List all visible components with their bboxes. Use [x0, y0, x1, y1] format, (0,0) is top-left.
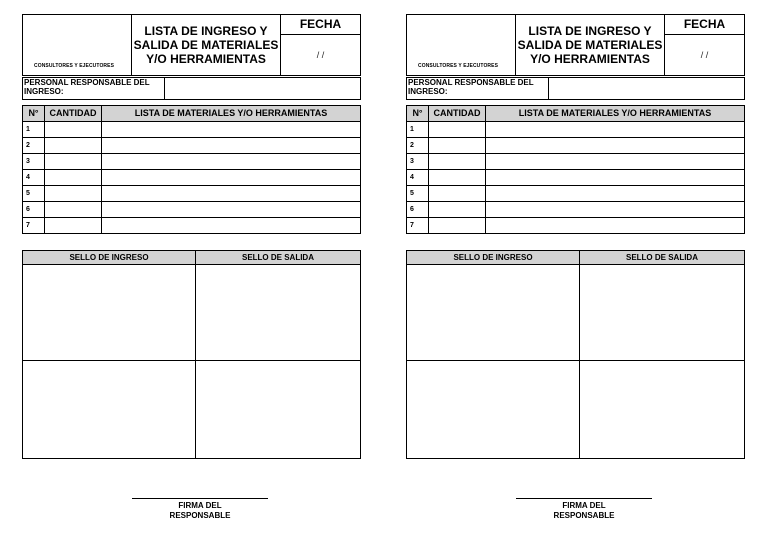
table-row: [407, 202, 745, 218]
quantity-cell[interactable]: [45, 202, 102, 218]
quantity-cell[interactable]: [429, 138, 486, 154]
table-row: [407, 154, 745, 170]
table-row: [407, 122, 745, 138]
row-number: 4: [23, 170, 45, 186]
signature-block: [516, 498, 652, 521]
materials-cell[interactable]: [486, 202, 745, 218]
exit-stamp-box-bottom[interactable]: [580, 361, 744, 458]
row-number: 4: [407, 170, 429, 186]
materials-cell[interactable]: [102, 170, 361, 186]
table-row: [407, 186, 745, 202]
company-name: CONSULTORES Y EJECUTORES: [418, 63, 499, 69]
quantity-cell[interactable]: [45, 218, 102, 234]
materials-table: [22, 105, 361, 234]
signature-label: FIRMA DEL RESPONSABLE: [169, 501, 231, 520]
row-number: 6: [23, 202, 45, 218]
entry-stamp-box-top[interactable]: [407, 265, 579, 360]
materials-cell[interactable]: [102, 186, 361, 202]
date-label: FECHA: [281, 15, 360, 35]
table-row: [407, 218, 745, 234]
responsible-person-field[interactable]: [549, 78, 744, 99]
quantity-cell[interactable]: [45, 170, 102, 186]
table-row: [23, 154, 361, 170]
quantity-cell[interactable]: [429, 202, 486, 218]
table-row: [23, 170, 361, 186]
responsible-person-field[interactable]: [165, 78, 360, 99]
signature-label: FIRMA DEL RESPONSABLE: [553, 501, 615, 520]
row-number: 1: [23, 122, 45, 138]
row-number: 5: [23, 186, 45, 202]
form-header: [406, 14, 745, 76]
materials-cell[interactable]: [486, 186, 745, 202]
column-header-number: N°: [23, 106, 45, 122]
responsible-person-row: [22, 77, 361, 100]
table-row: [23, 202, 361, 218]
responsible-person-label: PERSONAL RESPONSABLE DEL INGRESO:: [24, 78, 165, 99]
row-number: 7: [407, 218, 429, 234]
form-title: LISTA DE INGRESO Y SALIDA DE MATERIALES Y/O HERRAMIENTAS: [516, 15, 665, 75]
column-header-materials: LISTA DE MATERIALES Y/O HERRAMIENTAS: [102, 106, 361, 122]
column-header-quantity: CANTIDAD: [45, 106, 102, 122]
row-number: 2: [407, 138, 429, 154]
materials-cell[interactable]: [102, 122, 361, 138]
exit-stamp-box-top[interactable]: [196, 265, 360, 360]
column-header-quantity: CANTIDAD: [429, 106, 486, 122]
date-field[interactable]: / /: [316, 50, 325, 60]
materials-cell[interactable]: [102, 202, 361, 218]
exit-stamp-box-bottom[interactable]: [196, 361, 360, 458]
signature-line[interactable]: [516, 498, 652, 499]
table-row: [23, 138, 361, 154]
materials-cell[interactable]: [486, 122, 745, 138]
responsible-person-row: [406, 77, 745, 100]
exit-stamp-header: SELLO DE SALIDA: [580, 251, 744, 265]
table-row: [23, 218, 361, 234]
table-row: [407, 138, 745, 154]
date-field[interactable]: / /: [700, 50, 709, 60]
quantity-cell[interactable]: [429, 122, 486, 138]
quantity-cell[interactable]: [429, 186, 486, 202]
quantity-cell[interactable]: [429, 154, 486, 170]
quantity-cell[interactable]: [429, 170, 486, 186]
entry-stamp-header: SELLO DE INGRESO: [407, 251, 580, 265]
signature-block: [132, 498, 268, 521]
row-number: 6: [407, 202, 429, 218]
stamps-section: [22, 250, 361, 459]
materials-cell[interactable]: [102, 138, 361, 154]
materials-cell[interactable]: [486, 170, 745, 186]
materials-cell[interactable]: [102, 154, 361, 170]
quantity-cell[interactable]: [45, 154, 102, 170]
row-number: 3: [23, 154, 45, 170]
form-left: [22, 14, 361, 524]
table-row: [407, 170, 745, 186]
signature-line[interactable]: [132, 498, 268, 499]
form-title: LISTA DE INGRESO Y SALIDA DE MATERIALES Y/O HERRAMIENTAS: [132, 15, 281, 75]
company-logo-box: [23, 15, 132, 75]
materials-cell[interactable]: [486, 154, 745, 170]
materials-cell[interactable]: [486, 218, 745, 234]
entry-stamp-box-bottom[interactable]: [23, 361, 195, 458]
form-right: [406, 14, 745, 524]
exit-stamp-header: SELLO DE SALIDA: [196, 251, 360, 265]
row-number: 5: [407, 186, 429, 202]
quantity-cell[interactable]: [429, 218, 486, 234]
quantity-cell[interactable]: [45, 122, 102, 138]
entry-stamp-box-top[interactable]: [23, 265, 195, 360]
stamps-section: [406, 250, 745, 459]
responsible-person-label: PERSONAL RESPONSABLE DEL INGRESO:: [408, 78, 549, 99]
materials-cell[interactable]: [486, 138, 745, 154]
company-name: CONSULTORES Y EJECUTORES: [34, 63, 115, 69]
row-number: 7: [23, 218, 45, 234]
quantity-cell[interactable]: [45, 186, 102, 202]
entry-stamp-header: SELLO DE INGRESO: [23, 251, 196, 265]
column-header-materials: LISTA DE MATERIALES Y/O HERRAMIENTAS: [486, 106, 745, 122]
date-label: FECHA: [665, 15, 744, 35]
materials-table: [406, 105, 745, 234]
row-number: 2: [23, 138, 45, 154]
materials-cell[interactable]: [102, 218, 361, 234]
row-number: 1: [407, 122, 429, 138]
table-row: [23, 186, 361, 202]
table-row: [23, 122, 361, 138]
exit-stamp-box-top[interactable]: [580, 265, 744, 360]
form-header: [22, 14, 361, 76]
column-header-number: N°: [407, 106, 429, 122]
company-logo-box: [407, 15, 516, 75]
row-number: 3: [407, 154, 429, 170]
entry-stamp-box-bottom[interactable]: [407, 361, 579, 458]
quantity-cell[interactable]: [45, 138, 102, 154]
